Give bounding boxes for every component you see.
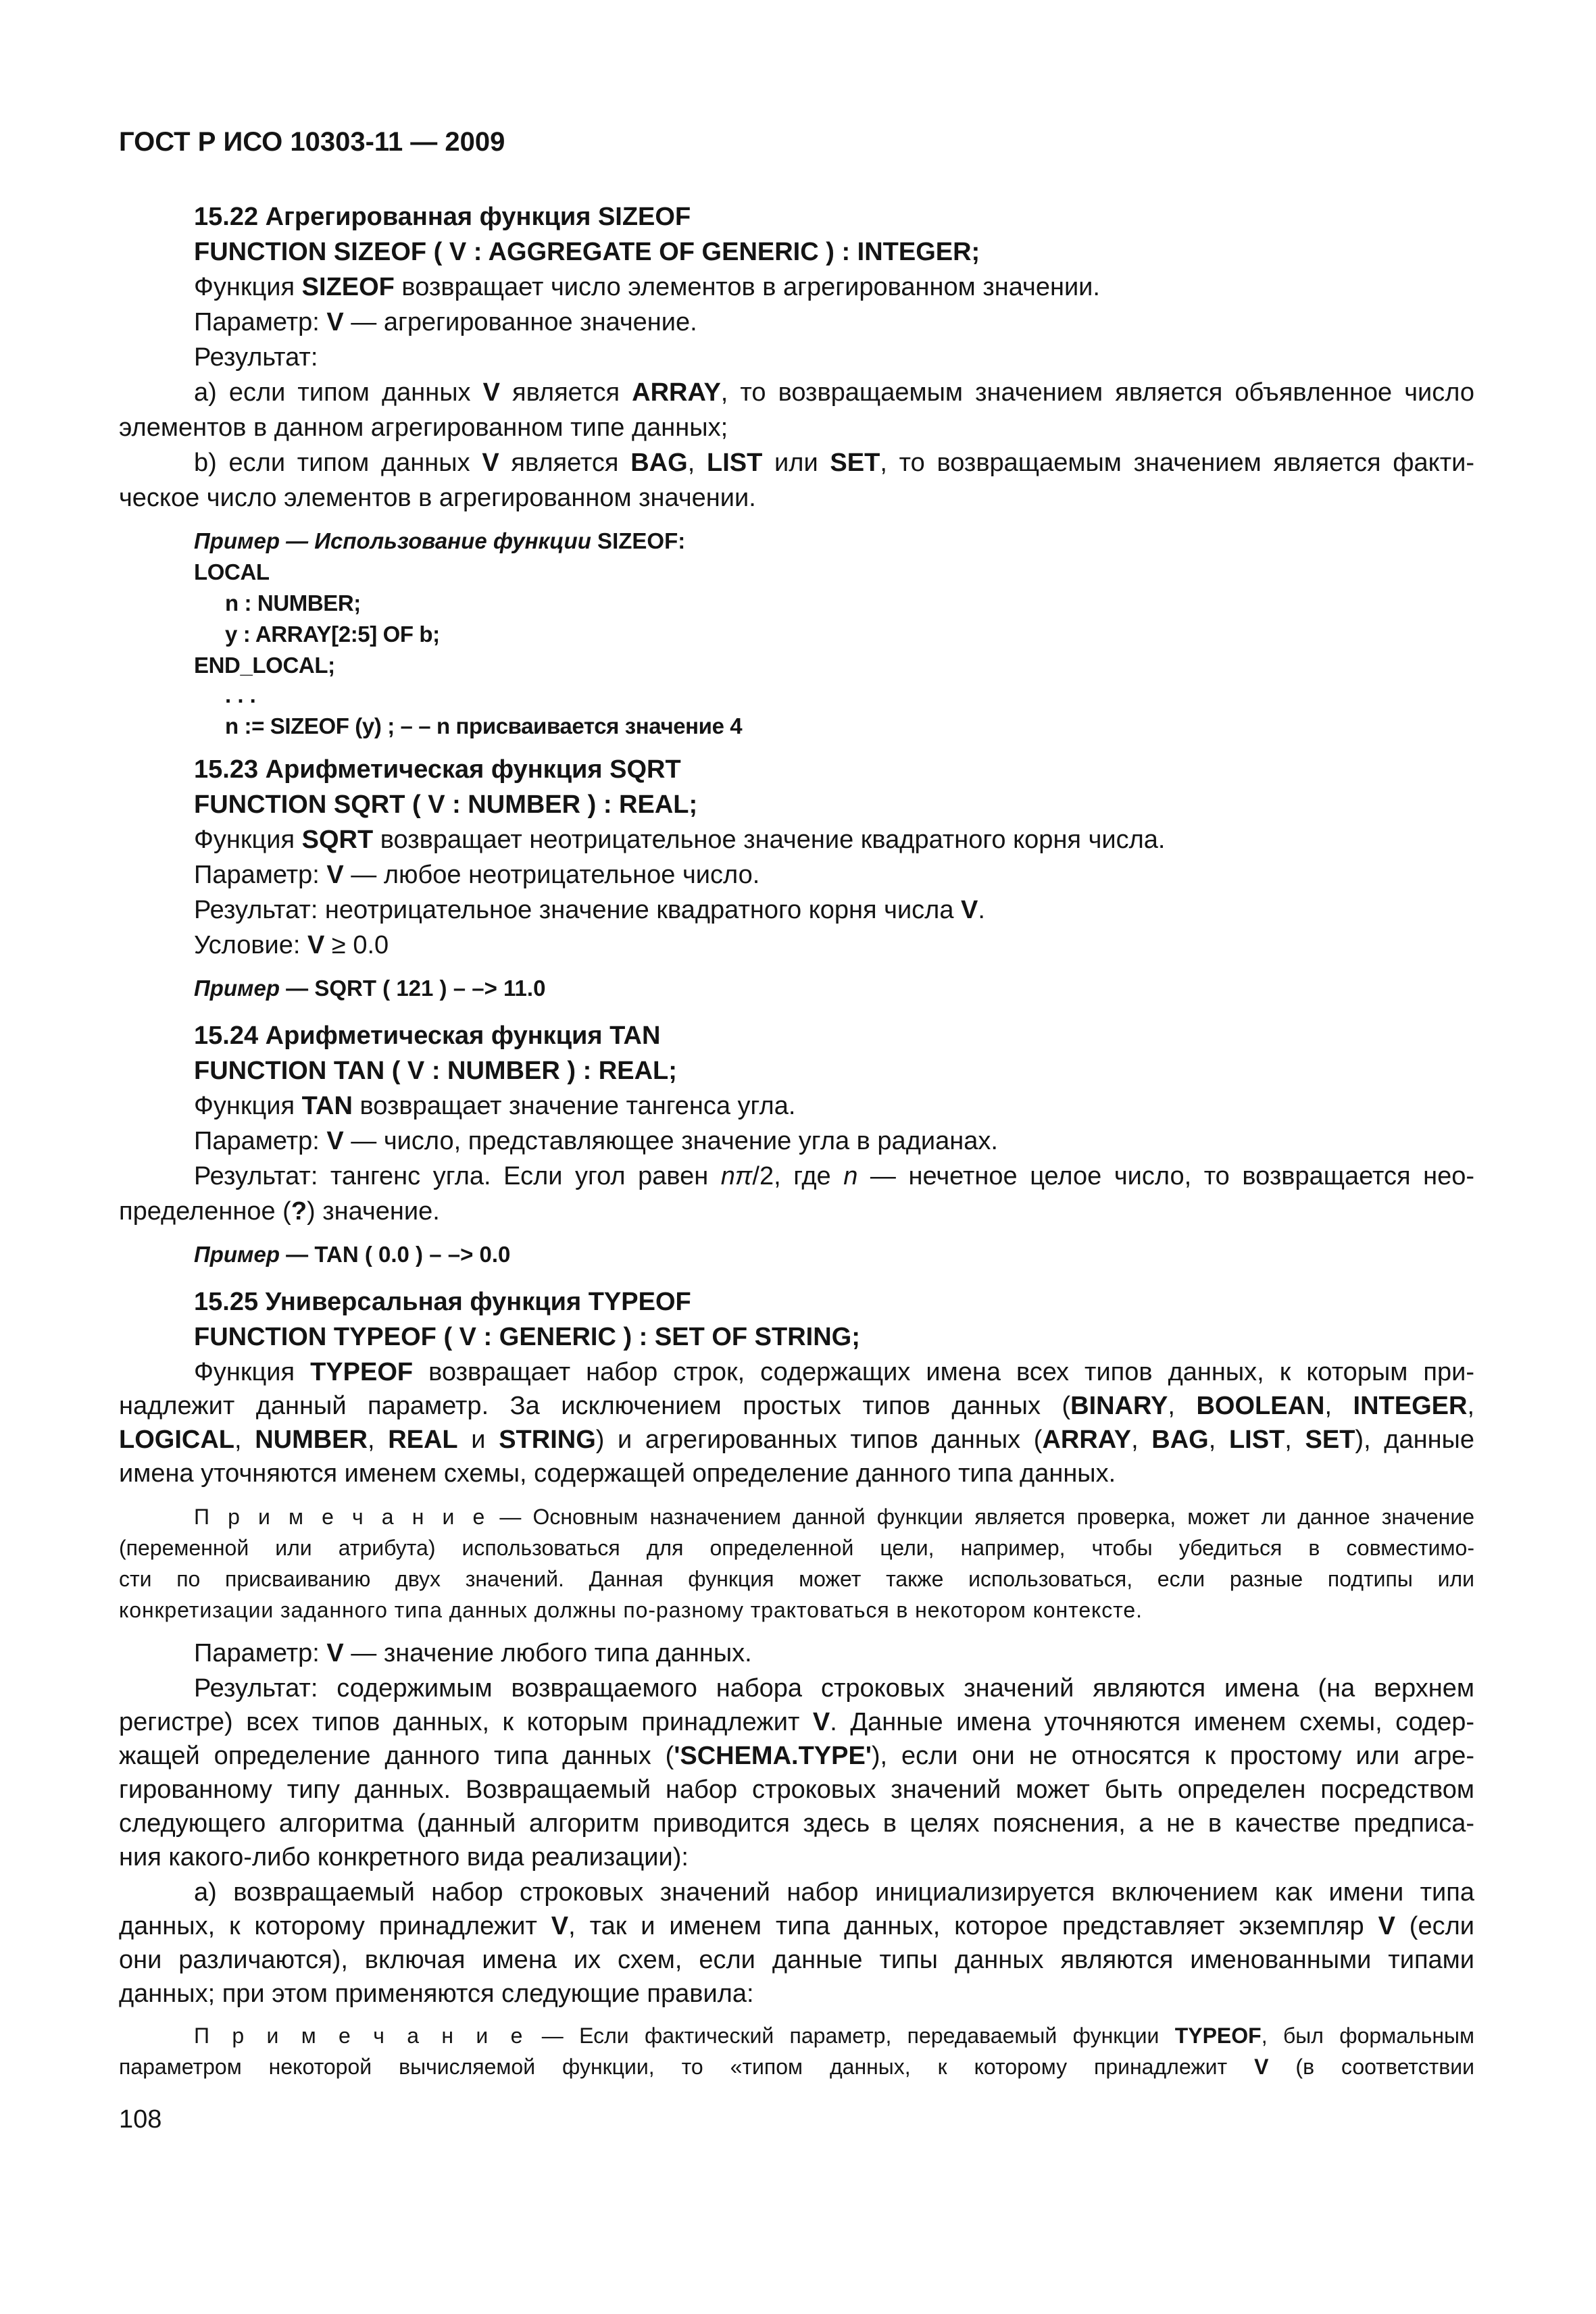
code-line: n := SIZEOF (y) ; – – n присваивается значение 4 <box>225 713 743 738</box>
typeof-result-line1: Результат: содержимым возвращаемого набора строковых значений являются имена (на верхнем <box>194 1674 1474 1703</box>
typeof-note2-line1: П р и м е ч а н и е — Если фактический параметр, передаваемый функции TYPEOF, был формальным <box>194 2023 1474 2048</box>
code-line: y : ARRAY[2:5] OF b; <box>225 622 440 647</box>
page-number: 108 <box>119 2105 162 2134</box>
typeof-result-line6: ния какого-либо конкретного вида реализации): <box>119 1843 689 1871</box>
sqrt-parameter: Параметр: V — любое неотрицательное число. <box>194 861 760 889</box>
typeof-note1-line3: сти по присваиванию двух значений. Данная функция может также использоваться, если разные подтипы или <box>119 1567 1474 1591</box>
typeof-algorithm-a-line1: a) возвращаемый набор строковых значений набор инициализируется включением как имени типа <box>194 1878 1474 1907</box>
tan-example: Пример — TAN ( 0.0 ) – –> 0.0 <box>194 1242 511 1267</box>
function-signature-sqrt: FUNCTION SQRT ( V : NUMBER ) : REAL; <box>194 790 698 819</box>
typeof-description-line2: надлежит данный параметр. За исключением простых типов данных (BINARY, BOOLEAN, INTEGER, <box>119 1392 1474 1420</box>
code-line: END_LOCAL; <box>194 653 335 678</box>
sizeof-result-b-line2: ческое число элементов в агрегированном значении. <box>119 484 756 512</box>
tan-parameter: Параметр: V — число, представляющее значение угла в радианах. <box>194 1127 998 1155</box>
typeof-description-line1: Функция TYPEOF возвращает набор строк, содержащих имена всех типов данных, к которым при- <box>194 1358 1474 1386</box>
typeof-note1-line4: конкретизации заданного типа данных должны по-разному трактоваться в некотором контексте. <box>119 1598 1143 1622</box>
section-title-tan: 15.24 Арифметическая функция TAN <box>194 1022 661 1050</box>
sizeof-description: Функция SIZEOF возвращает число элементов в агрегированном значении. <box>194 273 1100 301</box>
typeof-note1-line2: (переменной или атрибута) использоваться для определенной цели, например, чтобы убедиться в совместимо- <box>119 1536 1474 1560</box>
sizeof-result-a-line1: a) если типом данных V является ARRAY, то возвращаемым значением является объявленное число <box>194 378 1474 407</box>
standard-header: ГОСТ Р ИСО 10303-11 — 2009 <box>119 127 505 157</box>
tan-result-line1: Результат: тангенс угла. Если угол равен nπ/2, где n — нечетное целое число, то возвращается нео- <box>194 1162 1474 1190</box>
tan-result-line2: пределенное (?) значение. <box>119 1197 440 1226</box>
typeof-algorithm-a-line4: данных; при этом применяются следующие правила: <box>119 1980 754 2008</box>
typeof-result-line2: регистре) всех типов данных, к которым принадлежит V. Данные имена уточняются именем схемы, содер- <box>119 1708 1474 1736</box>
sqrt-result: Результат: неотрицательное значение квадратного корня числа V. <box>194 896 985 924</box>
function-signature-sizeof: FUNCTION SIZEOF ( V : AGGREGATE OF GENERIC ) : INTEGER; <box>194 238 980 266</box>
sizeof-parameter: Параметр: V — агрегированное значение. <box>194 308 697 336</box>
sqrt-example: Пример — SQRT ( 121 ) – –> 11.0 <box>194 976 546 1001</box>
typeof-algorithm-a-line3: они различаются), включая имена их схем, если данные типы данных являются именованными типами <box>119 1946 1474 1974</box>
sizeof-result-b-line1: b) если типом данных V является BAG, LIST или SET, то возвращаемым значением является факти- <box>194 449 1474 477</box>
function-signature-tan: FUNCTION TAN ( V : NUMBER ) : REAL; <box>194 1057 677 1085</box>
section-title-sqrt: 15.23 Арифметическая функция SQRT <box>194 755 681 784</box>
sizeof-result-a-line2: элементов в данном агрегированном типе данных; <box>119 413 728 442</box>
code-line: LOCAL <box>194 559 270 584</box>
typeof-result-line4: гированному типу данных. Возвращаемый набор строковых значений может быть определен посредством <box>119 1776 1474 1804</box>
typeof-parameter: Параметр: V — значение любого типа данных. <box>194 1639 752 1667</box>
typeof-description-line3: LOGICAL, NUMBER, REAL и STRING) и агрегированных типов данных (ARRAY, BAG, LIST, SET), данные <box>119 1426 1474 1454</box>
typeof-note2-line2: параметром некоторой вычисляемой функции, то «типом данных, к которому принадлежит V (в соответствии <box>119 2055 1474 2079</box>
typeof-note1-line1: П р и м е ч а н и е — Основным назначением данной функции является проверка, может ли данное значение <box>194 1505 1474 1529</box>
typeof-algorithm-a-line2: данных, к которому принадлежит V, так и именем типа данных, которое представляет экземпляр V (если <box>119 1912 1474 1940</box>
sqrt-condition: Условие: V ≥ 0.0 <box>194 931 389 959</box>
sizeof-result-label: Результат: <box>194 343 318 372</box>
sqrt-description: Функция SQRT возвращает неотрицательное значение квадратного корня числа. <box>194 826 1166 854</box>
tan-description: Функция TAN возвращает значение тангенса угла. <box>194 1092 796 1120</box>
sizeof-example-title: Пример — Использование функции SIZEOF: <box>194 528 686 553</box>
code-line: n : NUMBER; <box>225 590 361 615</box>
typeof-result-line5: следующего алгоритма (данный алгоритм приводится здесь в целях пояснения, а не в качестве предписа- <box>119 1809 1474 1838</box>
code-line: . . . <box>225 682 256 707</box>
section-title-typeof: 15.25 Универсальная функция TYPEOF <box>194 1288 691 1316</box>
section-title-sizeof: 15.22 Агрегированная функция SIZEOF <box>194 203 691 231</box>
typeof-result-line3: жащей определение данного типа данных ('SCHEMA.TYPE'), если они не относятся к простому или агре- <box>119 1742 1474 1770</box>
typeof-description-line4: имена уточняются именем схемы, содержащей определение данного типа данных. <box>119 1459 1116 1488</box>
function-signature-typeof: FUNCTION TYPEOF ( V : GENERIC ) : SET OF STRING; <box>194 1323 860 1351</box>
